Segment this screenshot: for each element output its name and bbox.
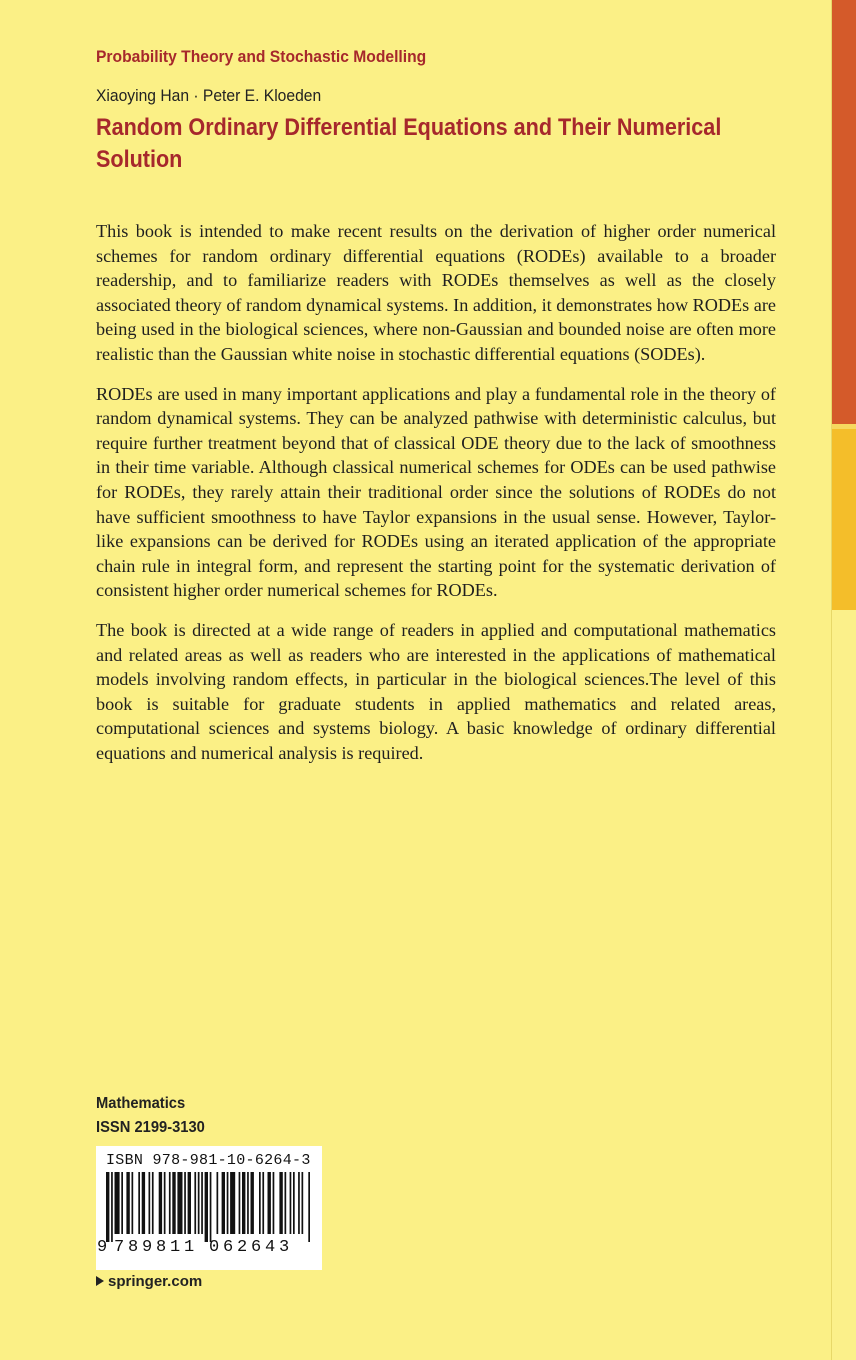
barcode-bar [205, 1172, 208, 1242]
ean-digit: 1 [170, 1238, 181, 1257]
barcode-bar [198, 1172, 200, 1234]
barcode-bar [285, 1172, 287, 1234]
barcode-bar [227, 1172, 229, 1234]
authors: Xiaoying Han · Peter E. Kloeden [96, 86, 322, 105]
barcode-bar [111, 1172, 113, 1242]
ean-digit: 8 [128, 1238, 139, 1257]
barcode-bar [115, 1172, 120, 1234]
ean-digit: 0 [209, 1238, 220, 1257]
ean-digit: 7 [114, 1238, 125, 1257]
barcode-bar [222, 1172, 225, 1234]
barcode-bar [138, 1172, 140, 1234]
barcode-bar [172, 1172, 175, 1234]
barcode-bar [194, 1172, 196, 1234]
barcode-bar [164, 1172, 166, 1234]
barcode-bar [184, 1172, 186, 1234]
barcode-bar [106, 1172, 109, 1242]
book-title: Random Ordinary Differential Equations and Their Numerical Solution [96, 114, 722, 173]
subject-label: Mathematics [96, 1095, 186, 1112]
springer-text: springer.com [108, 1273, 203, 1290]
barcode-bar [290, 1172, 292, 1234]
barcode-bar [201, 1172, 203, 1234]
barcode-bar [152, 1172, 154, 1234]
springer-link[interactable] [96, 1273, 202, 1290]
ean-digit: 9 [142, 1238, 153, 1257]
barcode-bar [302, 1172, 304, 1234]
barcode-bar [230, 1172, 235, 1234]
blurb-paragraph: RODEs are used in many important applications and play a fundamental role in the theory of random dynamical systems. They can be analyzed pathwise with deterministic calculus, but require further treatment beyond that of classical ODE theory due to the lack of smoothness in their time variable. Although classical numerical schemes for ODEs can be used pathwise for RODEs, they rarely attain their traditional order since the solutions of RODEs do not have sufficient smoothness to have Taylor expansions in the usual sense. However, Taylor-like expansions can be derived for RODEs using an iterated application of the appropriate chain rule in integral form, and represent the starting point for the systematic derivation of consistent higher order numerical schemes for RODEs. [96, 383, 776, 601]
side-stripe-gold [832, 429, 856, 610]
barcode-bar [149, 1172, 151, 1234]
barcode [96, 1146, 322, 1270]
ean-digit: 6 [251, 1238, 262, 1257]
ean-digit: 9 [97, 1238, 108, 1257]
isbn-text: ISBN 978-981-10-6264-3 [106, 1152, 311, 1169]
ean-digit: 1 [184, 1238, 195, 1257]
blurb-paragraph: This book is intended to make recent results on the derivation of higher order numerical schemes for random ordinary differential equations (RODEs) available to a broader readership, and to familiarize readers with RODEs themselves as well as the closely associated theory of random dynamical systems. In addition, it demonstrates how RODEs are being used in the biological sciences, where non-Gaussian and bounded noise are often more realistic than the Gaussian white noise in stochastic differential equations (SODEs). [96, 221, 776, 364]
barcode-bar [121, 1172, 123, 1234]
side-stripe-light [832, 610, 856, 1360]
side-stripe-orange [832, 0, 856, 424]
barcode-bar [308, 1172, 310, 1242]
barcode-bar [217, 1172, 219, 1234]
arrow-right-icon [96, 1276, 104, 1286]
ean-digit: 6 [223, 1238, 234, 1257]
barcode-bar [262, 1172, 264, 1234]
series-title: Probability Theory and Stochastic Modelling [96, 47, 427, 66]
barcode-bar [159, 1172, 162, 1234]
barcode-bar [142, 1172, 145, 1234]
ean-digit: 4 [265, 1238, 276, 1257]
barcode-bar [268, 1172, 271, 1234]
barcode-bar [273, 1172, 275, 1234]
barcode-bar [251, 1172, 254, 1234]
issn: ISSN 2199-3130 [96, 1119, 205, 1136]
barcode-bar [177, 1172, 182, 1234]
barcode-bar [169, 1172, 171, 1234]
barcode-bar [239, 1172, 241, 1234]
barcode-bar [259, 1172, 261, 1234]
barcode-bars [104, 1172, 314, 1242]
barcode-bar [279, 1172, 282, 1234]
ean-digit: 2 [237, 1238, 248, 1257]
barcode-bar [242, 1172, 245, 1234]
barcode-bar [126, 1172, 129, 1234]
blurb [96, 219, 776, 780]
ean-digit: 3 [279, 1238, 290, 1257]
barcode-bar [132, 1172, 134, 1234]
barcode-bar [293, 1172, 295, 1234]
barcode-bar [210, 1172, 212, 1242]
barcode-bar [247, 1172, 249, 1234]
blurb-paragraph: The book is directed at a wide range of readers in applied and computational mathematics and related areas as well as readers who are interested in the applications of mathematical models involving random effects, in particular in the biological sciences.The level of this book is suitable for graduate students in applied mathematics and related areas, computational sciences and systems biology. A basic knowledge of ordinary differential equations and numerical analysis is required. [96, 619, 776, 763]
barcode-bar [188, 1172, 191, 1234]
ean-digit: 8 [156, 1238, 167, 1257]
barcode-bar [298, 1172, 300, 1234]
ean-digits [96, 1238, 322, 1266]
